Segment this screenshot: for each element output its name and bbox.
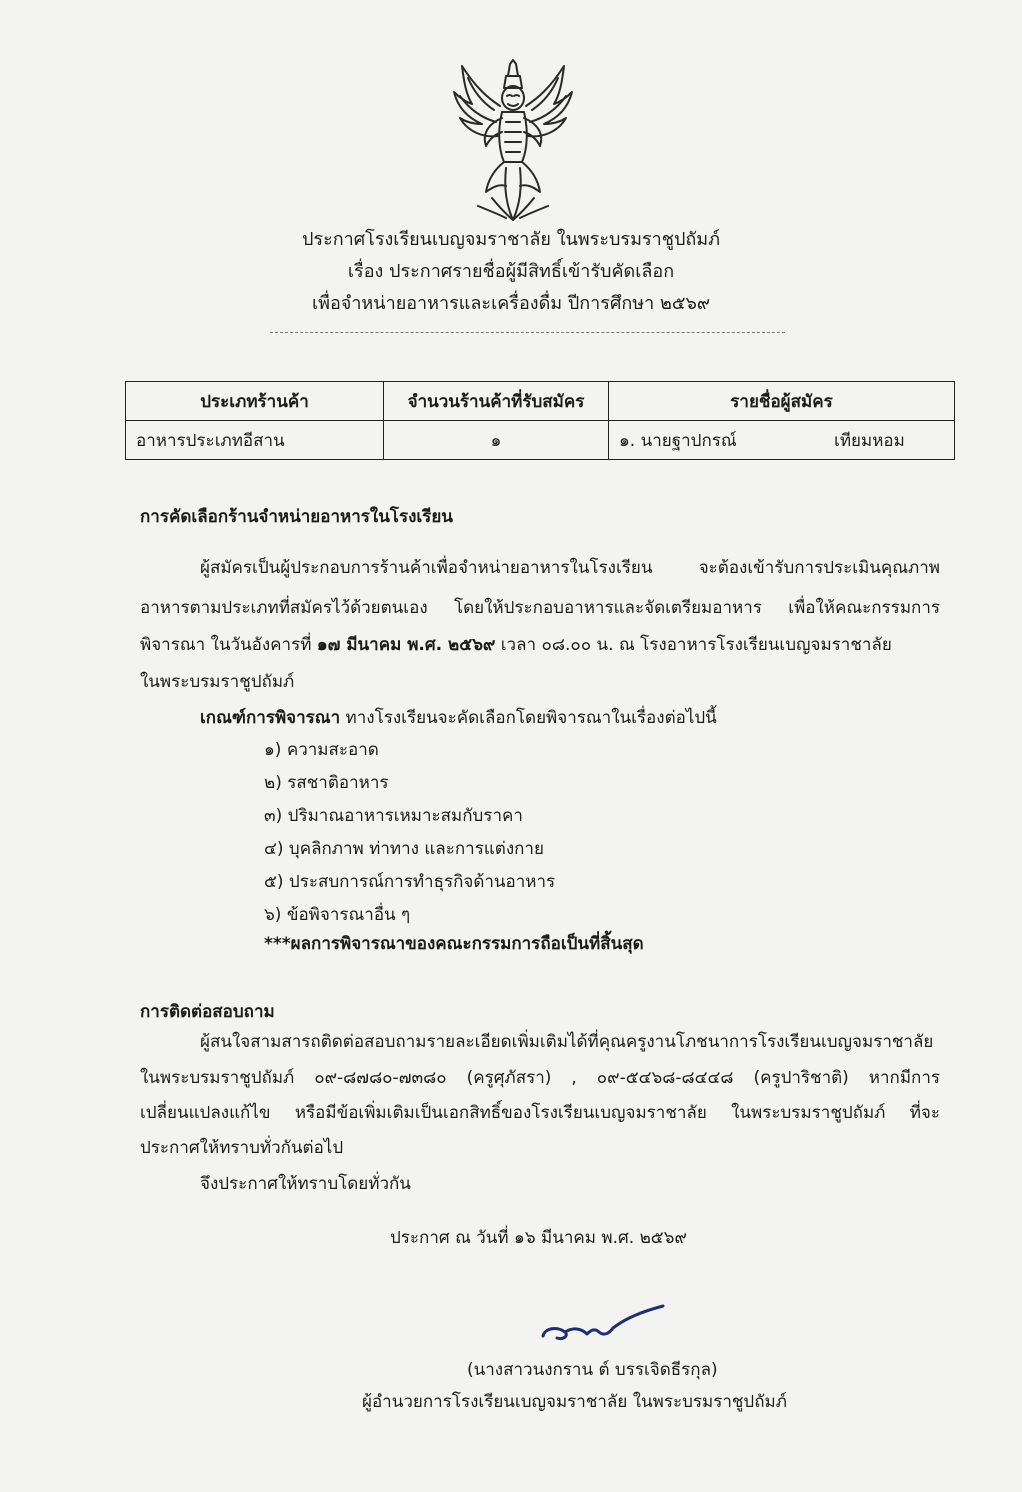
column-header-shop-count: จำนวนร้านค้าที่รับสมัคร (384, 382, 609, 421)
selection-paragraph-line (140, 633, 892, 657)
announcement-purpose: เพื่อจำหน่ายอาหารและเครื่องดื่ม ปีการศึกษา ๒๕๖๙ (311, 293, 711, 314)
contact-paragraph-line: ประกาศให้ทราบทั่วกันต่อไป (140, 1138, 344, 1158)
announcement-date: ประกาศ ณ วันที่ ๑๖ มีนาคม พ.ศ. ๒๕๖๙ (390, 1228, 687, 1248)
contact-heading: การติดต่อสอบถาม (140, 1002, 275, 1022)
cell-shop-type: อาหารประเภทอีสาน (126, 421, 384, 460)
selection-paragraph-line: อาหารตามประเภทที่สมัครไว้ด้วยตนเอง โดยให้ประกอบอาหารและจัดเตรียมอาหาร เพื่อให้คณะกรรมการ (140, 598, 940, 618)
signature-icon (535, 1300, 670, 1350)
table-header-row (126, 382, 955, 421)
signer-name: (นางสาวนงกราน ต์ บรรเจิดธีรกุล) (467, 1360, 718, 1380)
closing-statement: จึงประกาศให้ทราบโดยทั่วกัน (200, 1174, 411, 1194)
announcement-subject: เรื่อง ประกาศรายชื่อผู้มีสิทธิ์เข้ารับคัดเลือก (347, 261, 675, 282)
contact-paragraph-line: ในพระบรมราชูปถัมภ์ ๐๙-๘๗๘๐-๗๓๘๐ (ครูศุภัสรา) , ๐๙-๕๔๖๘-๘๔๔๘ (ครูปาริชาติ) หากมีการ (140, 1068, 940, 1088)
date-suffix: เวลา ๐๘.๐๐ น. ณ โรงอาหารโรงเรียนเบญจมราชาลัย (495, 635, 892, 655)
selection-paragraph-line: ในพระบรมราชูปถัมภ์ (140, 672, 295, 692)
criteria-intro (200, 706, 717, 730)
list-item: ๓) ปริมาณอาหารเหมาะสมกับราคา (264, 806, 523, 826)
list-item: ๕) ประสบการณ์การทำธุรกิจด้านอาหาร (264, 872, 556, 892)
list-item: ๖) ข้อพิจารณาอื่น ๆ (264, 905, 411, 925)
evaluation-date: ๑๗ มีนาคม พ.ศ. ๒๕๖๙ (316, 635, 496, 655)
table-row (126, 421, 955, 460)
list-item: ๔) บุคลิกภาพ ท่าทาง และการแต่งกาย (264, 839, 544, 859)
list-item: ๒) รสชาติอาหาร (264, 773, 389, 793)
column-header-applicants: รายชื่อผู้สมัคร (609, 382, 955, 421)
cell-shop-count: ๑ (384, 421, 609, 460)
selection-heading: การคัดเลือกร้านจำหน่ายอาหารในโรงเรียน (140, 507, 453, 527)
applicant-number: ๑. (619, 430, 636, 451)
cell-applicant-name (609, 421, 955, 460)
final-decision-note: ***ผลการพิจารณาของคณะกรรมการถือเป็นที่สิ้นสุด (264, 934, 644, 954)
announcement-title: ประกาศโรงเรียนเบญจมราชาลัย ในพระบรมราชูปถัมภ์ (301, 229, 721, 250)
applicant-first-name: นายฐาปกรณ์ (640, 430, 737, 451)
criteria-intro-text: ทางโรงเรียนจะคัดเลือกโดยพิจารณาในเรื่องต่อไปนี้ (340, 708, 717, 728)
selection-paragraph-line: ผู้สมัครเป็นผู้ประกอบการร้านค้าเพื่อจำหน่ายอาหารในโรงเรียน จะต้องเข้ารับการประเมินคุณภาพ (200, 558, 940, 578)
list-item: ๑) ความสะอาด (264, 740, 379, 760)
applicants-table (125, 381, 955, 460)
garuda-emblem-icon (448, 58, 578, 228)
date-prefix: พิจารณา ในวันอังคารที่ (140, 635, 317, 655)
contact-paragraph-line: เปลี่ยนแปลงแก้ไข หรือมีข้อเพิ่มเติมเป็นเอกสิทธิ์ของโรงเรียนเบญจมราชาลัย ในพระบรมราชูปถัมภ์ ที่จะ (140, 1103, 940, 1123)
criteria-label: เกณฑ์การพิจารณา (200, 708, 341, 728)
header-divider (270, 332, 785, 333)
signer-title: ผู้อำนวยการโรงเรียนเบญจมราชาลัย ในพระบรมราชูปถัมภ์ (362, 1392, 787, 1412)
contact-paragraph-line: ผู้สนใจสามสารถติดต่อสอบถามรายละเอียดเพิ่มเติมได้ที่คุณครูงานโภชนาการโรงเรียนเบญจมราชาลัย (200, 1032, 934, 1052)
column-header-shop-type: ประเภทร้านค้า (126, 382, 384, 421)
applicant-last-name: เทียมหอม (834, 430, 905, 451)
